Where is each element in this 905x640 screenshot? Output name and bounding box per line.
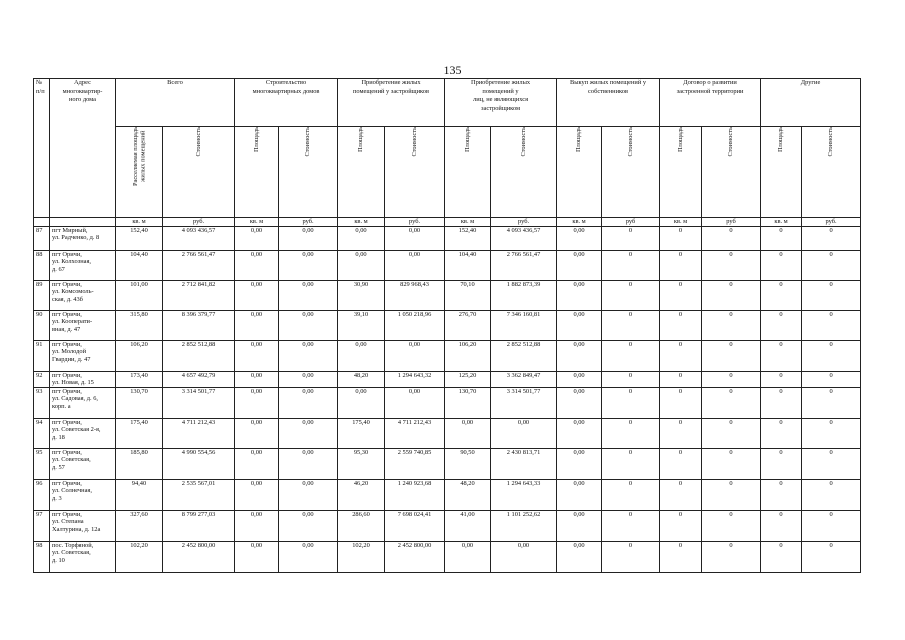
row-number: 91 (34, 341, 50, 372)
row-value-cell: 286,60 (338, 511, 385, 542)
row-value-cell: 0 (802, 311, 861, 341)
row-value-cell: 8 396 379,77 (163, 311, 235, 341)
row-value-cell: 0 (660, 480, 702, 511)
row-value-cell: 0,00 (279, 227, 338, 251)
row-value-cell: 2 452 800,00 (163, 542, 235, 573)
row-value-cell: 152,40 (116, 227, 163, 251)
row-value-cell: 1 294 643,33 (491, 480, 557, 511)
row-value-cell: 0,00 (385, 227, 445, 251)
row-value-cell: 48,20 (338, 372, 385, 388)
group-header-other: Другие (761, 79, 861, 127)
sub-header: Площадь (761, 127, 802, 218)
row-value-cell: 0 (602, 341, 660, 372)
row-value-cell: 0 (761, 388, 802, 419)
row-value-cell: 0,00 (235, 542, 279, 573)
row-value-cell: 0,00 (279, 449, 338, 480)
row-value-cell: 0,00 (557, 419, 602, 449)
row-value-cell: 0 (660, 281, 702, 311)
row-value-cell: 0 (660, 419, 702, 449)
row-value-cell: 0 (702, 227, 761, 251)
row-value-cell: 95,30 (338, 449, 385, 480)
row-value-cell: 0,00 (235, 480, 279, 511)
row-value-cell: 3 362 849,47 (491, 372, 557, 388)
row-value-cell: 0,00 (385, 341, 445, 372)
row-address: пос. Торфяной, ул. Советская, д. 10 (50, 542, 116, 573)
row-value-cell: 0 (702, 388, 761, 419)
row-value-cell: 0,00 (445, 419, 491, 449)
col-index-header: № п/п (34, 79, 50, 218)
row-address: пгт Оричи, ул. Молодой Гвардии, д. 47 (50, 341, 116, 372)
row-value-cell: 46,20 (338, 480, 385, 511)
row-value-cell: 0 (802, 281, 861, 311)
row-value-cell: 0 (761, 419, 802, 449)
table-row (34, 388, 861, 419)
row-value-cell: 3 314 501,77 (491, 388, 557, 419)
row-value-cell: 4 711 212,43 (385, 419, 445, 449)
row-address: пгт Оричи, ул. Кооперати- вная, д. 47 (50, 311, 116, 341)
row-value-cell: 3 314 501,77 (163, 388, 235, 419)
row-value-cell: 0 (802, 480, 861, 511)
units-row (34, 218, 861, 227)
row-value-cell: 2 535 567,01 (163, 480, 235, 511)
table-row (34, 542, 861, 573)
row-address: пгт Оричи, ул. Новая, д. 15 (50, 372, 116, 388)
row-value-cell: 0 (761, 449, 802, 480)
row-value-cell: 7 698 024,41 (385, 511, 445, 542)
row-value-cell: 0,00 (235, 372, 279, 388)
row-number: 97 (34, 511, 50, 542)
row-value-cell: 0,00 (338, 227, 385, 251)
row-value-cell: 30,90 (338, 281, 385, 311)
unit-cell: кв. м (338, 218, 385, 227)
row-value-cell: 0,00 (557, 311, 602, 341)
row-value-cell: 104,40 (116, 251, 163, 281)
row-value-cell: 0,00 (385, 251, 445, 281)
row-value-cell: 0,00 (279, 542, 338, 573)
row-address: пгт Оричи, ул. Советская 2-я, д. 18 (50, 419, 116, 449)
row-value-cell: 0 (761, 372, 802, 388)
row-value-cell: 2 766 561,47 (163, 251, 235, 281)
row-value-cell: 70,10 (445, 281, 491, 311)
row-value-cell: 0,00 (557, 511, 602, 542)
unit-cell: кв. м (235, 218, 279, 227)
unit-cell: руб. (385, 218, 445, 227)
sub-header: Расселяемая площадь жилых помещений (116, 127, 163, 218)
row-value-cell: 2 559 740,85 (385, 449, 445, 480)
sub-header: Площадь (235, 127, 279, 218)
header-sub-row (34, 127, 861, 218)
row-address: пгт Оричи, ул. Колхозная, д. 67 (50, 251, 116, 281)
row-value-cell: 0,00 (235, 227, 279, 251)
row-value-cell: 0 (702, 419, 761, 449)
row-value-cell: 0 (802, 511, 861, 542)
sub-header: Стоимость (385, 127, 445, 218)
row-value-cell: 0,00 (557, 251, 602, 281)
unit-cell: кв. м (557, 218, 602, 227)
row-value-cell: 0 (761, 480, 802, 511)
unit-cell: кв. м (116, 218, 163, 227)
row-value-cell: 4 093 436,57 (163, 227, 235, 251)
row-value-cell: 0,00 (338, 341, 385, 372)
row-value-cell: 0,00 (557, 227, 602, 251)
row-value-cell: 130,70 (445, 388, 491, 419)
row-value-cell: 0 (702, 372, 761, 388)
group-header-total: Всего (116, 79, 235, 127)
row-value-cell: 1 101 252,62 (491, 511, 557, 542)
row-value-cell: 0,00 (557, 341, 602, 372)
sub-header: Стоимость (702, 127, 761, 218)
row-value-cell: 4 657 492,79 (163, 372, 235, 388)
table-row (34, 419, 861, 449)
row-value-cell: 0 (602, 281, 660, 311)
sub-header: Стоимость (491, 127, 557, 218)
row-value-cell: 0 (802, 419, 861, 449)
unit-cell: руб. (491, 218, 557, 227)
row-value-cell: 0 (761, 281, 802, 311)
row-value-cell: 0 (702, 511, 761, 542)
sub-header: Площадь (338, 127, 385, 218)
row-value-cell: 2 766 561,47 (491, 251, 557, 281)
row-value-cell: 0 (702, 311, 761, 341)
row-value-cell: 0,00 (385, 388, 445, 419)
row-value-cell: 0 (660, 341, 702, 372)
unit-cell: кв. м (445, 218, 491, 227)
row-value-cell: 0 (660, 227, 702, 251)
row-value-cell: 0 (660, 251, 702, 281)
row-value-cell: 2 452 800,00 (385, 542, 445, 573)
row-value-cell: 0,00 (279, 388, 338, 419)
sub-header: Площадь (445, 127, 491, 218)
table-row (34, 227, 861, 251)
row-value-cell: 175,40 (116, 419, 163, 449)
row-value-cell: 0 (702, 251, 761, 281)
row-value-cell: 0,00 (279, 251, 338, 281)
row-value-cell: 130,70 (116, 388, 163, 419)
row-value-cell: 7 346 160,81 (491, 311, 557, 341)
row-value-cell: 0 (602, 251, 660, 281)
row-value-cell: 2 852 512,88 (491, 341, 557, 372)
group-header-buyout: Выкуп жилых помещений у собственников (557, 79, 660, 127)
row-value-cell: 0,00 (279, 311, 338, 341)
row-value-cell: 0 (802, 449, 861, 480)
row-value-cell: 0 (761, 227, 802, 251)
row-value-cell: 0,00 (235, 419, 279, 449)
row-value-cell: 185,80 (116, 449, 163, 480)
sub-header: Стоимость (279, 127, 338, 218)
row-value-cell: 0 (761, 311, 802, 341)
row-value-cell: 0,00 (491, 542, 557, 573)
row-value-cell: 0,00 (235, 388, 279, 419)
row-value-cell: 41,00 (445, 511, 491, 542)
row-value-cell: 1 882 873,39 (491, 281, 557, 311)
row-address: пгт Оричи, ул. Степана Халтурина, д. 12а (50, 511, 116, 542)
row-value-cell: 0 (702, 480, 761, 511)
row-value-cell: 0 (802, 388, 861, 419)
group-header-from-non-developers: Приобретение жилых помещений у лиц, не являющихся застройщиком (445, 79, 557, 127)
row-value-cell: 0 (660, 511, 702, 542)
row-value-cell: 48,20 (445, 480, 491, 511)
row-value-cell: 829 968,43 (385, 281, 445, 311)
row-value-cell: 0 (761, 251, 802, 281)
col-address-header: Адрес многоквартир- ного дома (50, 79, 116, 218)
row-value-cell: 276,70 (445, 311, 491, 341)
table-row (34, 311, 861, 341)
row-value-cell: 0 (702, 449, 761, 480)
row-value-cell: 173,40 (116, 372, 163, 388)
row-value-cell: 0 (660, 542, 702, 573)
row-address: пгт Оричи, ул. Комсомоль- ская, д. 43б (50, 281, 116, 311)
table-row (34, 341, 861, 372)
row-address: пгт Оричи, ул. Солнечная, д. 3 (50, 480, 116, 511)
row-value-cell: 0 (602, 449, 660, 480)
row-value-cell: 0 (660, 311, 702, 341)
row-value-cell: 0,00 (235, 311, 279, 341)
row-value-cell: 0,00 (279, 372, 338, 388)
sub-header: Площадь (557, 127, 602, 218)
row-value-cell: 0 (802, 227, 861, 251)
row-value-cell: 0,00 (338, 251, 385, 281)
row-value-cell: 0 (602, 480, 660, 511)
row-value-cell: 0,00 (235, 511, 279, 542)
row-number: 90 (34, 311, 50, 341)
row-number: 88 (34, 251, 50, 281)
row-value-cell: 0,00 (279, 511, 338, 542)
row-value-cell: 2 852 512,88 (163, 341, 235, 372)
row-value-cell: 0,00 (279, 281, 338, 311)
sub-header: Стоимость (602, 127, 660, 218)
row-value-cell: 175,40 (338, 419, 385, 449)
unit-cell: кв. м (660, 218, 702, 227)
row-value-cell: 0 (602, 542, 660, 573)
table-row (34, 480, 861, 511)
row-value-cell: 0,00 (557, 542, 602, 573)
row-value-cell: 0 (602, 419, 660, 449)
row-value-cell: 0,00 (491, 419, 557, 449)
row-value-cell: 39,10 (338, 311, 385, 341)
table-row (34, 251, 861, 281)
row-value-cell: 0 (702, 542, 761, 573)
row-number: 87 (34, 227, 50, 251)
row-value-cell: 0,00 (557, 281, 602, 311)
header-group-row (34, 79, 861, 127)
row-value-cell: 0 (702, 281, 761, 311)
row-value-cell: 0 (802, 251, 861, 281)
row-value-cell: 101,00 (116, 281, 163, 311)
table-row (34, 511, 861, 542)
row-value-cell: 106,20 (116, 341, 163, 372)
row-value-cell: 125,20 (445, 372, 491, 388)
row-value-cell: 315,80 (116, 311, 163, 341)
page-number: 135 (443, 63, 462, 77)
row-value-cell: 0 (660, 449, 702, 480)
row-value-cell: 0 (602, 372, 660, 388)
row-value-cell: 0,00 (235, 341, 279, 372)
row-value-cell: 106,20 (445, 341, 491, 372)
row-value-cell: 152,40 (445, 227, 491, 251)
row-value-cell: 0 (761, 341, 802, 372)
row-value-cell: 0 (802, 372, 861, 388)
row-number: 89 (34, 281, 50, 311)
row-value-cell: 1 050 218,96 (385, 311, 445, 341)
row-address: пгт Оричи, ул. Советская, д. 57 (50, 449, 116, 480)
row-value-cell: 0,00 (557, 480, 602, 511)
row-value-cell: 0 (602, 227, 660, 251)
row-value-cell: 4 711 212,43 (163, 419, 235, 449)
table-row (34, 372, 861, 388)
row-value-cell: 0 (802, 341, 861, 372)
row-value-cell: 0 (602, 311, 660, 341)
unit-cell: руб. (163, 218, 235, 227)
sub-header: Стоимость (802, 127, 861, 218)
group-header-development-agreement: Договор о развитии застроенной территории (660, 79, 761, 127)
row-value-cell: 1 294 643,32 (385, 372, 445, 388)
resettlement-table (33, 78, 861, 573)
unit-cell: руб (702, 218, 761, 227)
row-address: пгт Мирный, ул. Радченко, д. 8 (50, 227, 116, 251)
group-header-from-developers: Приобретение жилых помещений у застройщиков (338, 79, 445, 127)
row-value-cell: 0,00 (445, 542, 491, 573)
row-value-cell: 104,40 (445, 251, 491, 281)
row-value-cell: 0 (802, 542, 861, 573)
row-address: пгт Оричи, ул. Садовая, д. 6, корп. а (50, 388, 116, 419)
row-value-cell: 0,00 (338, 388, 385, 419)
group-header-construction: Строительство многоквартирных домов (235, 79, 338, 127)
row-value-cell: 0,00 (235, 449, 279, 480)
row-value-cell: 2 430 813,71 (491, 449, 557, 480)
sub-header: Площадь (660, 127, 702, 218)
unit-cell: руб. (279, 218, 338, 227)
row-value-cell: 327,60 (116, 511, 163, 542)
row-value-cell: 0 (660, 388, 702, 419)
row-value-cell: 4 093 436,57 (491, 227, 557, 251)
sub-header: Стоимость (163, 127, 235, 218)
row-value-cell: 0,00 (557, 388, 602, 419)
row-value-cell: 0 (602, 388, 660, 419)
unit-cell: руб (602, 218, 660, 227)
row-value-cell: 102,20 (338, 542, 385, 573)
row-value-cell: 0,00 (235, 251, 279, 281)
row-value-cell: 0,00 (557, 449, 602, 480)
row-value-cell: 0,00 (279, 341, 338, 372)
unit-cell: кв. м (761, 218, 802, 227)
row-value-cell: 0 (660, 372, 702, 388)
row-number: 96 (34, 480, 50, 511)
row-value-cell: 0,00 (235, 281, 279, 311)
row-number: 98 (34, 542, 50, 573)
row-value-cell: 90,50 (445, 449, 491, 480)
row-number: 93 (34, 388, 50, 419)
row-value-cell: 2 712 841,82 (163, 281, 235, 311)
table-row (34, 281, 861, 311)
row-value-cell: 0,00 (279, 419, 338, 449)
row-value-cell: 0,00 (557, 372, 602, 388)
row-value-cell: 1 240 923,68 (385, 480, 445, 511)
row-value-cell: 0 (702, 341, 761, 372)
row-number: 92 (34, 372, 50, 388)
row-value-cell: 4 990 554,56 (163, 449, 235, 480)
row-value-cell: 8 799 277,03 (163, 511, 235, 542)
row-value-cell: 94,40 (116, 480, 163, 511)
unit-cell: руб. (802, 218, 861, 227)
row-value-cell: 0 (761, 511, 802, 542)
row-value-cell: 0 (602, 511, 660, 542)
row-value-cell: 0,00 (279, 480, 338, 511)
row-value-cell: 102,20 (116, 542, 163, 573)
row-number: 94 (34, 419, 50, 449)
table-row (34, 449, 861, 480)
row-value-cell: 0 (761, 542, 802, 573)
row-number: 95 (34, 449, 50, 480)
